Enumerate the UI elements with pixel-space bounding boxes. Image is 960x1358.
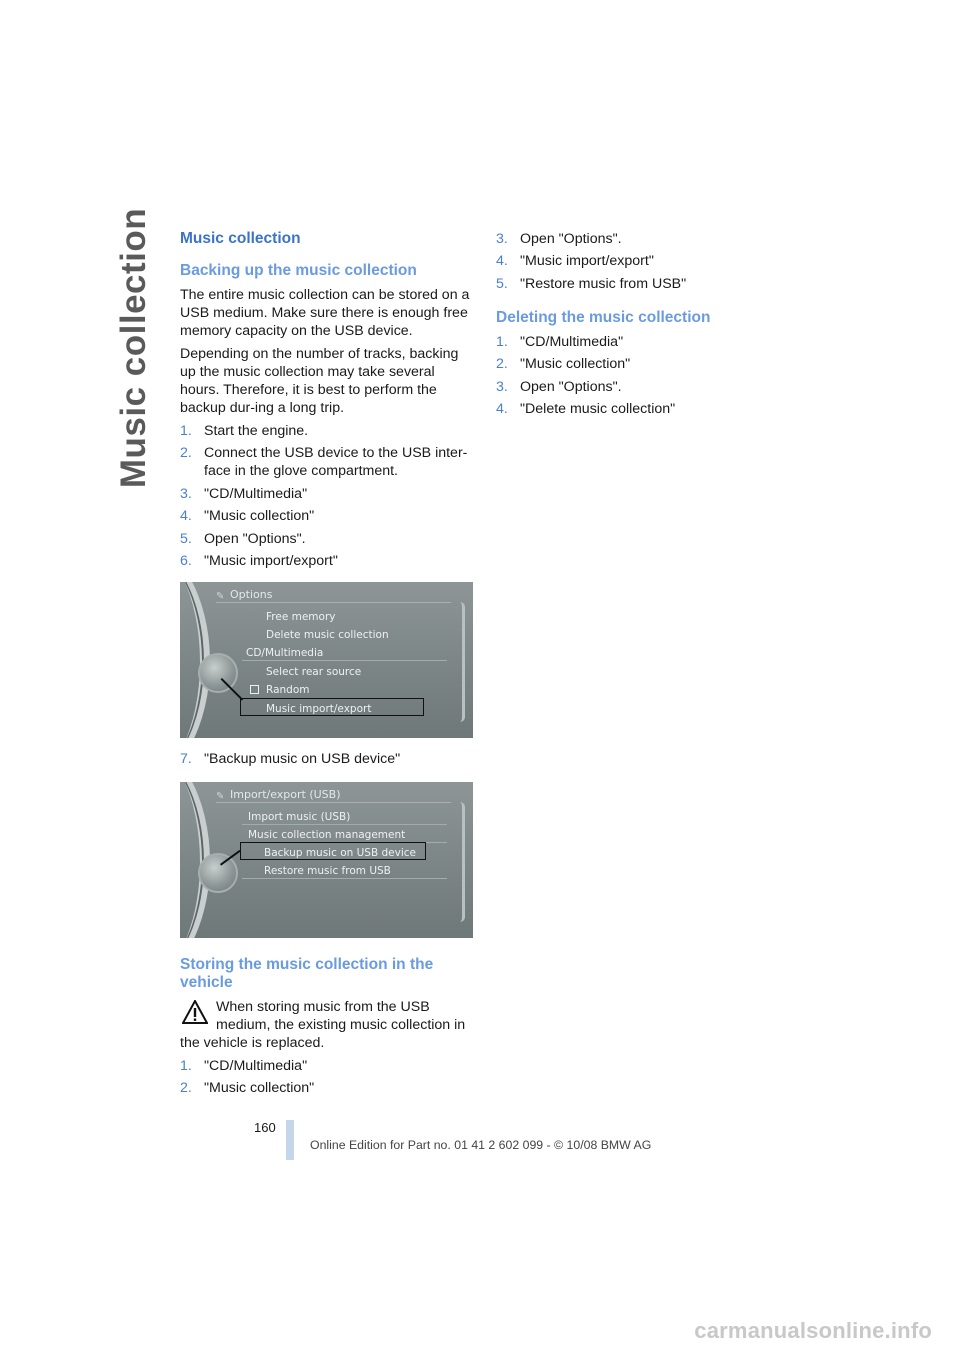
footer-accent-bar [286,1120,294,1160]
storing-heading: Storing the music collection in the vehicle [180,955,434,991]
screen-title: Import/export (USB) [230,787,341,801]
backup-para-2: Depending on the number of tracks, backing up the music collection may take several hours. Therefore, it is best to perform the backup dur-ing a long trip. [180,346,459,416]
warning-text-line-3: the vehicle is replaced. [180,1034,325,1051]
backup-para-1: The entire music collection can be stored on a USB medium. Make sure there is enough free memory capacity on the USB device. [180,287,470,339]
warning-text-line-1: When storing music from the USB [216,998,430,1015]
list-item: 1. "CD/Multimedia" [180,1057,308,1074]
left-column [180,230,474,1102]
menu-item-random: Random [266,683,310,696]
menu-item-cd-multimedia: CD/Multimedia [246,646,324,659]
options-screen-image [180,582,473,738]
list-item: 7. "Backup music on USB device" [180,750,401,767]
menu-item-restore-music-from-usb: Restore music from USB [264,864,391,877]
menu-item-music-collection-management: Music collection management [248,828,406,841]
import-export-screen-image [180,782,473,938]
list-item: 3. Open "Options". [496,231,622,247]
controller-knob-icon [198,853,238,893]
right-column [496,230,796,422]
storing-steps-continued [496,230,796,293]
list-item: 4. "Music import/export" [496,253,654,270]
list-item: 5. Open "Options". [180,530,306,547]
list-item: 4. "Music collection" [180,508,315,525]
page-number: 160 [254,1120,276,1135]
warning-note [180,998,474,1052]
list-item: 2. "Music collection" [496,356,631,373]
screen-title: Options [230,587,273,601]
list-item: 3. Open "Options". [496,378,622,395]
list-item: 2. "Music collection" [180,1080,315,1097]
menu-item-free-memory: Free memory [266,610,336,623]
backup-steps [180,422,474,570]
scroll-indicator [455,602,465,722]
section-heading: Music collection [180,230,301,247]
checkbox-icon [250,685,259,694]
highlight-box [240,842,426,860]
menu-item-import-music: Import music (USB) [248,810,351,823]
list-item: 1. "CD/Multimedia" [496,333,624,350]
warning-triangle-icon [182,1000,208,1024]
side-section-title-text: Music collection [114,207,153,489]
deleting-heading: Deleting the music collection [496,308,711,326]
controller-knob-icon [198,653,238,693]
list-item: 2. Connect the USB device to the USB inter-face in the glove compartment. [180,445,468,480]
menu-item-delete-music-collection: Delete music collection [266,628,389,641]
list-item: 4. "Delete music collection" [496,400,676,417]
highlight-box [240,698,424,716]
warning-text-line-2: medium, the existing music collection in [216,1016,466,1033]
list-item: 5. "Restore music from USB" [496,275,687,292]
menu-item-backup-music-on-usb: Backup music on USB device [264,846,417,859]
menu-icon: ✎ [216,590,225,602]
list-item: 6. "Music import/export" [180,552,338,569]
scroll-indicator [455,802,465,922]
menu-icon: ✎ [216,790,225,802]
side-section-title [112,207,156,489]
menu-item-select-rear-source: Select rear source [266,665,362,678]
list-item: 1. Start the engine. [180,423,309,439]
backup-step-7 [180,750,474,768]
menu-item-music-import-export: Music import/export [266,702,372,715]
deleting-steps [496,333,796,418]
watermark: carmanualsonline.info [694,1318,932,1343]
list-item: 3. "CD/Multimedia" [180,485,308,502]
storing-steps [180,1057,474,1097]
backup-heading: Backing up the music collection [180,262,417,279]
edition-notice: Online Edition for Part no. 01 41 2 602 099 - © 10/08 BMW AG [310,1138,652,1152]
